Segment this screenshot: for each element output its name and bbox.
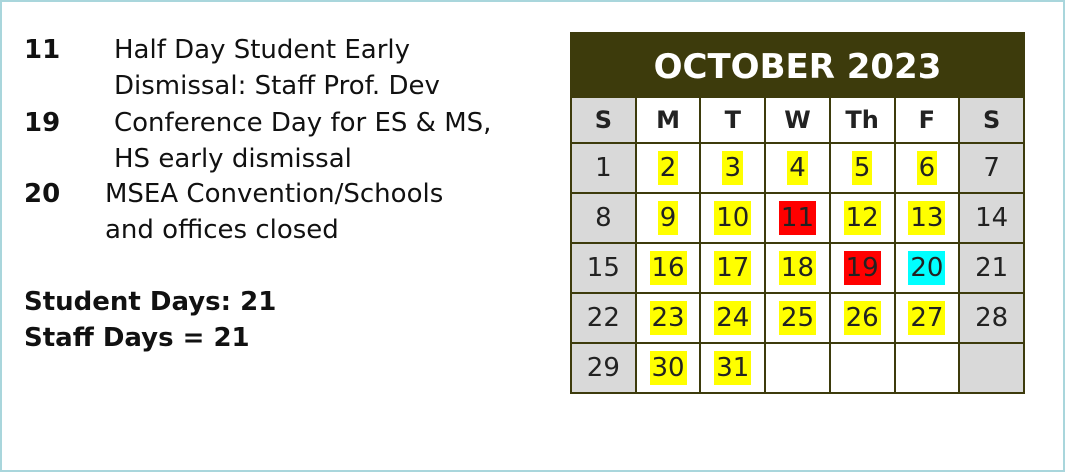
calendar-day-number: 22 — [586, 303, 620, 333]
calendar-weeks — [571, 143, 1024, 393]
calendar-day-number: 14 — [975, 203, 1009, 233]
calendar-day-number: 10 — [716, 203, 750, 233]
calendar-day-number: 21 — [975, 253, 1009, 283]
calendar-day-cell — [571, 143, 636, 193]
day-totals — [24, 284, 276, 356]
weekday-header: T — [700, 97, 765, 143]
calendar-day-cell — [765, 193, 830, 243]
calendar-day-number: 19 — [845, 253, 879, 283]
event-description: Half Day Student Early Dismissal: Staff Prof. Dev — [114, 35, 440, 101]
calendar-week-row — [571, 243, 1024, 293]
calendar-day-cell — [959, 243, 1024, 293]
calendar-day-number: 26 — [845, 303, 879, 333]
calendar-day-cell — [700, 343, 765, 393]
calendar-day-cell — [765, 293, 830, 343]
calendar-day-number: 5 — [853, 153, 871, 183]
calendar-day-number: 17 — [716, 253, 750, 283]
calendar-day-cell — [830, 193, 895, 243]
calendar-day-cell — [959, 343, 1024, 393]
calendar-day-cell — [636, 293, 701, 343]
calendar-title: OCTOBER 2023 — [570, 32, 1025, 96]
weekday-header: F — [895, 97, 960, 143]
calendar-day-cell — [959, 293, 1024, 343]
event-day: 20 — [24, 179, 61, 209]
calendar-day-cell — [895, 343, 960, 393]
calendar-day-number: 4 — [789, 153, 806, 183]
calendar-day-cell — [895, 293, 960, 343]
calendar-day-cell — [765, 243, 830, 293]
calendar-day-number: 18 — [780, 253, 814, 283]
calendar-day-number: 29 — [586, 353, 620, 383]
weekday-header: W — [765, 97, 830, 143]
calendar-day-cell — [636, 243, 701, 293]
calendar-day-cell — [959, 143, 1024, 193]
calendar-day-number: 13 — [910, 203, 944, 233]
weekday-header: S — [959, 97, 1024, 143]
calendar-day-cell — [895, 193, 960, 243]
calendar-day-cell — [700, 193, 765, 243]
calendar-day-cell — [765, 343, 830, 393]
calendar-day-number: 28 — [975, 303, 1009, 333]
calendar-week-row — [571, 143, 1024, 193]
calendar-day-cell — [959, 193, 1024, 243]
calendar-day-number: 25 — [780, 303, 814, 333]
staff-days-total: Staff Days = 21 — [24, 323, 250, 353]
calendar-day-cell — [830, 143, 895, 193]
calendar-day-number: 6 — [918, 153, 936, 183]
month-calendar — [570, 32, 1025, 390]
weekday-header-row — [571, 97, 1024, 143]
calendar-day-number: 31 — [716, 353, 750, 383]
calendar-day-number: 8 — [595, 203, 612, 233]
calendar-day-cell — [571, 243, 636, 293]
calendar-day-number: 12 — [845, 203, 879, 233]
calendar-day-cell — [830, 293, 895, 343]
calendar-day-number: 23 — [651, 303, 685, 333]
calendar-day-cell — [895, 143, 960, 193]
calendar-day-number: 20 — [910, 253, 944, 283]
event-description: MSEA Convention/Schools and offices closed — [105, 179, 444, 245]
calendar-day-number: 7 — [983, 153, 1000, 183]
calendar-day-cell — [700, 243, 765, 293]
calendar-day-number: 27 — [910, 303, 944, 333]
event-description: Conference Day for ES & MS, HS early dismissal — [114, 108, 492, 174]
calendar-day-number: 30 — [651, 353, 685, 383]
calendar-day-cell — [895, 243, 960, 293]
weekday-header: M — [636, 97, 701, 143]
event-day: 19 — [24, 108, 61, 138]
calendar-day-cell — [700, 293, 765, 343]
calendar-day-cell — [830, 243, 895, 293]
student-days-total: Student Days: 21 — [24, 287, 277, 317]
calendar-day-number: 15 — [586, 253, 620, 283]
calendar-day-cell — [571, 293, 636, 343]
calendar-day-cell — [830, 343, 895, 393]
calendar-day-cell — [571, 343, 636, 393]
calendar-day-number: 16 — [651, 253, 685, 283]
calendar-grid — [570, 96, 1025, 394]
calendar-day-number: 11 — [780, 203, 814, 233]
calendar-day-cell — [636, 193, 701, 243]
calendar-day-number: 2 — [659, 153, 677, 183]
calendar-week-row — [571, 193, 1024, 243]
calendar-day-cell — [636, 343, 701, 393]
calendar-day-number: 3 — [724, 153, 742, 183]
calendar-day-number: 24 — [716, 303, 750, 333]
calendar-week-row — [571, 343, 1024, 393]
calendar-day-cell — [700, 143, 765, 193]
calendar-day-cell — [765, 143, 830, 193]
calendar-day-number: 9 — [659, 203, 677, 233]
weekday-header: Th — [830, 97, 895, 143]
calendar-week-row — [571, 293, 1024, 343]
weekday-header: S — [571, 97, 636, 143]
event-day: 11 — [24, 35, 61, 65]
calendar-day-cell — [636, 143, 701, 193]
calendar-day-cell — [571, 193, 636, 243]
calendar-day-number: 1 — [595, 153, 612, 183]
